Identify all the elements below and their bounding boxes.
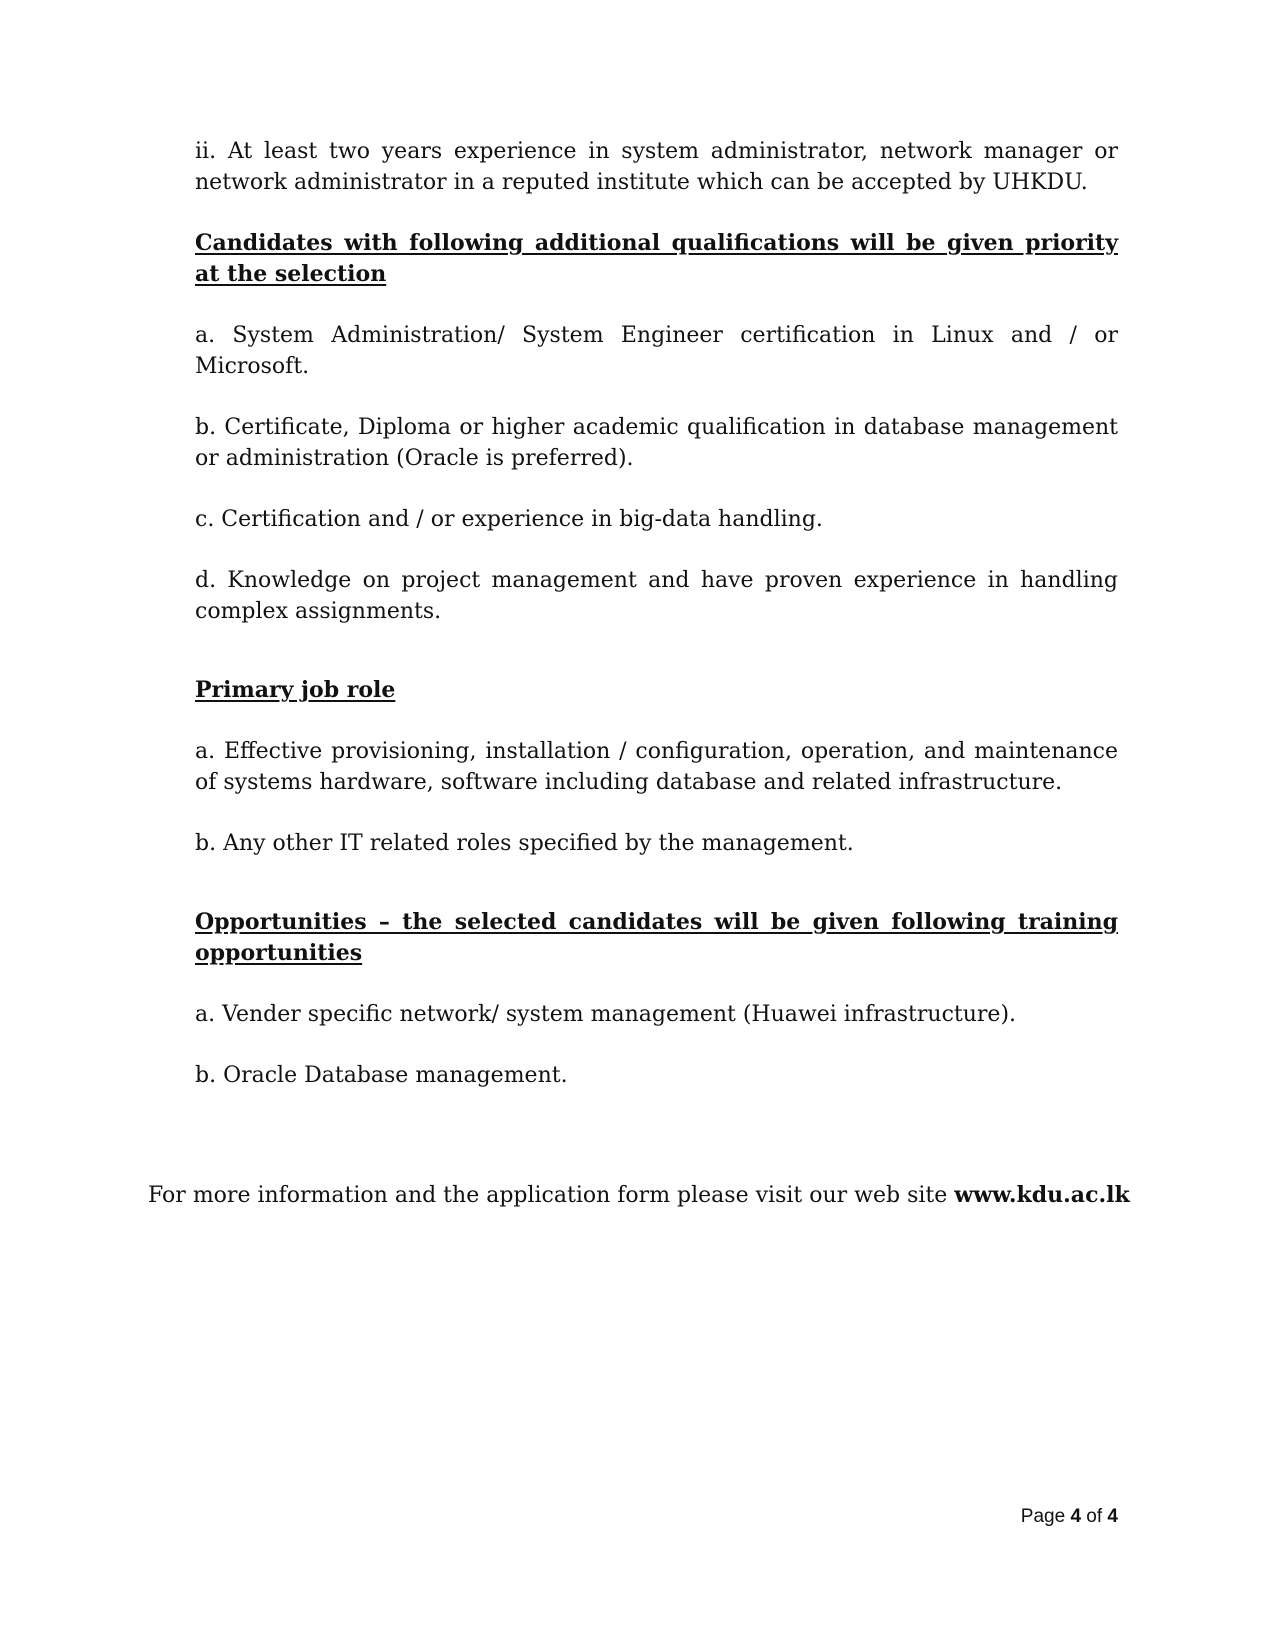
document-body: [195, 136, 1118, 1091]
qualification-item-c: c. Certification and / or experience in big-data handling.: [195, 507, 823, 532]
more-information-text: For more information and the application form please visit our web site: [148, 1183, 955, 1208]
total-pages: 4: [1107, 1506, 1118, 1527]
page-number: [1021, 1505, 1118, 1529]
intro-paragraph: ii. At least two years experience in system administrator, network manager or network administrator in a reputed institute which can be accepted by UHKDU.: [195, 139, 1118, 195]
opportunity-item-b: b. Oracle Database management.: [195, 1063, 568, 1088]
job-role-item-b: b. Any other IT related roles specified by the management.: [195, 831, 854, 856]
primary-job-role-heading: Primary job role: [195, 677, 396, 703]
current-page: 4: [1070, 1506, 1082, 1527]
qualification-item-b: b. Certificate, Diploma or higher academic qualification in database management or administration (Oracle is preferred).: [195, 415, 1118, 471]
spacer: [195, 382, 1118, 412]
spacer: [195, 706, 1118, 736]
page-label: Page: [1020, 1506, 1071, 1527]
opportunity-item-a: a. Vender specific network/ system management (Huawei infrastructure).: [195, 1002, 1017, 1027]
additional-qualifications-heading: Candidates with following additional qualifications will be given priority at the selection: [195, 230, 1118, 287]
spacer: [195, 290, 1118, 320]
spacer: [195, 798, 1118, 828]
job-role-item-a: a. Effective provisioning, installation / configuration, operation, and maintenance of systems hardware, software including database and related infrastructure.: [195, 739, 1118, 795]
spacer: [195, 1030, 1118, 1060]
spacer: [195, 969, 1118, 999]
opportunities-heading: Opportunities – the selected candidates will be given following training opportunities: [195, 909, 1118, 966]
more-information-note: [148, 1180, 1128, 1211]
spacer: [195, 198, 1118, 228]
qualification-item-a: a. System Administration/ System Engineer certification in Linux and / or Microsoft.: [195, 323, 1118, 379]
spacer: [195, 627, 1118, 675]
website-link[interactable]: www.kdu.ac.lk: [954, 1182, 1130, 1208]
spacer: [195, 474, 1118, 504]
spacer: [195, 535, 1118, 565]
spacer: [195, 859, 1118, 907]
page-separator: of: [1081, 1506, 1108, 1527]
qualification-item-d: d. Knowledge on project management and have proven experience in handling complex assignments.: [195, 568, 1118, 624]
